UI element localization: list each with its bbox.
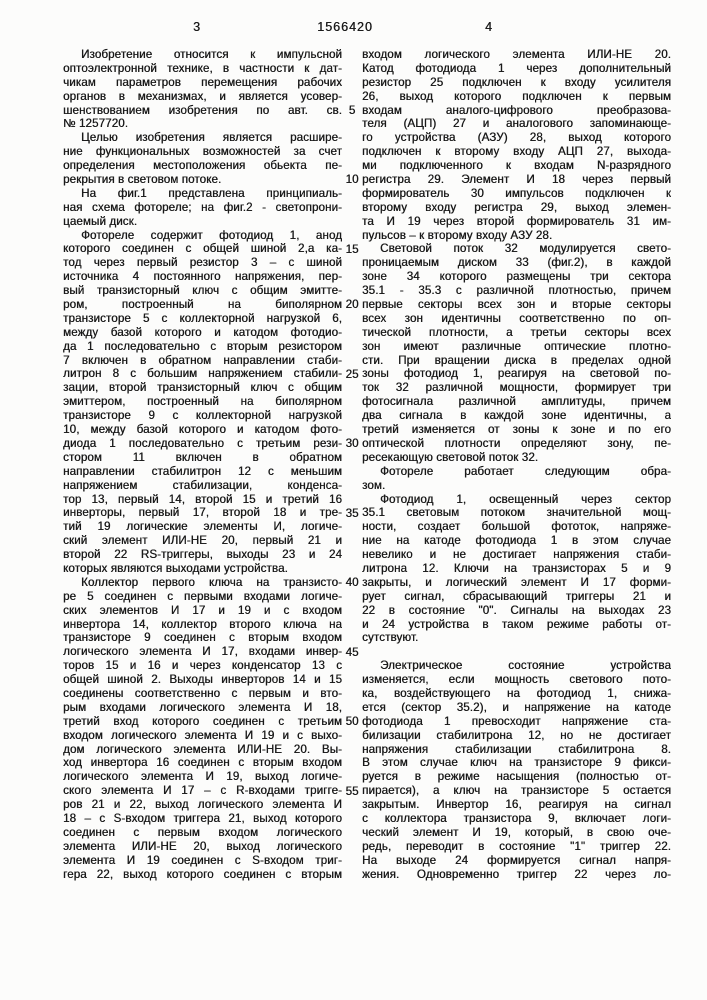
text-line: В этом случае ключ на транзисторе 9 фикси- [362, 756, 671, 770]
text-line: теля (АЦП) 27 и аналогового запоминающе- [362, 117, 671, 131]
text-line: пирается), а ключ на транзисторе 5 остается [362, 784, 671, 798]
text-line: редь, переводит в состояние "1" триггер 22. [362, 839, 671, 853]
text-line: сутствуют. [362, 631, 419, 645]
document-number: 1566420 [317, 20, 373, 34]
text-line: второму входу регистра 29, выход элемен- [362, 200, 671, 214]
text-line: зон имеют различные оптические плотно- [362, 339, 671, 353]
text-line: ная схема фотореле; на фиг.2 - светопрони- [63, 200, 342, 214]
text-line: рым входами логического элемента И 18, [63, 700, 342, 714]
text-line: На фиг.1 представлена принципиаль- [81, 186, 342, 200]
text-line: дом логического элемента ИЛИ-НЕ 20. Вы- [63, 742, 342, 756]
text-line: транзисторе 9 соединен с вторым входом [63, 631, 342, 645]
text-line: ре 5 соединен с первыми входами логиче- [63, 589, 342, 603]
text-line: торов 15 и 16 и через конденсатор 13 с [63, 659, 342, 673]
text-line: Целью изобретения является расшире- [81, 131, 342, 145]
text-line: третий изменяется от зоны к зоне и по его [362, 423, 671, 437]
text-line: ности, создает большой фототок, напряже- [362, 520, 671, 534]
text-line: ход инвертора 16 соединен с вторым входом [63, 756, 342, 770]
text-line: оптоэлектронной технике, в частности к дат- [63, 61, 342, 75]
line-number: 15 [345, 242, 359, 256]
text-line: 26, выход которого подключен к первым [362, 89, 671, 103]
text-line: литрона 12. Ключи на транзисторах 5 и 9 [362, 561, 671, 575]
text-line: два сигнала в каждой зоне идентичны, а [362, 409, 671, 423]
text-line: тической плотности, а третьи секторы всех [362, 325, 671, 339]
text-line: подключен к второму входу АЦП 27, выхода- [362, 145, 671, 159]
text-line: тод через первый резистор 3 – с шиной [63, 256, 342, 270]
text-line: проницаемым диском 33 (фиг.2), в каждой [362, 256, 671, 270]
text-line: чикам параметров перемещения рабочих [63, 75, 342, 89]
text-line: Изобретение относится к импульсной [81, 48, 342, 61]
line-number: 30 [345, 437, 359, 451]
text-line: да 1 последовательно с вторым резистором [63, 339, 342, 353]
text-line: билизации стабилитрона 12, но не достигает [362, 728, 671, 742]
text-line: 35.1 световым потоком значительной мощ- [362, 506, 671, 520]
text-line: фотосигнала различной амплитуды, причем [362, 395, 671, 409]
text-line: ского элемента И 17 – с R-входами тригге- [63, 784, 342, 798]
line-number: 55 [345, 784, 359, 798]
page-number-left: 3 [193, 20, 200, 34]
text-line: инвертора 14, коллектор второго ключа на [63, 617, 342, 631]
text-line: с коллектора транзистора 9, включает логи- [362, 811, 671, 825]
line-number: 10 [345, 173, 359, 187]
text-line: ров 21 и 22, выход логического элемента И [63, 798, 342, 812]
text-line: напряжением стабилизации, конденса- [63, 478, 342, 492]
line-number: 45 [345, 645, 359, 659]
text-line: которых являются выходами устройства. [63, 561, 288, 575]
text-line: ми подключенного к входам N-разрядного [362, 159, 671, 173]
text-line: та И 19 через второй формирователь 31 им- [362, 214, 671, 228]
text-line: ние функциональных возможностей за счет [63, 145, 342, 159]
text-line: 7 включен в обратном направлении стаби- [63, 353, 342, 367]
text-line: рует сигнал, сбрасывающий триггеры 21 и [362, 589, 671, 603]
text-line: эмиттером, построенный на биполярном [63, 395, 342, 409]
text-line: транзисторе 5 с коллекторной нагрузкой 6, [63, 311, 342, 325]
text-line: второй 22 RS-триггеры, выходы 23 и 24 [63, 548, 342, 562]
text-line: гера 22, выход которого соединен с вторым [63, 867, 342, 881]
text-line: источника 4 постоянного напряжения, пер- [63, 270, 342, 284]
text-line: руется в режиме насыщения (полностью от- [362, 770, 671, 784]
text-line: закрыты, и логический элемент И 17 форми- [362, 575, 671, 589]
line-number: 40 [345, 576, 359, 590]
text-line: соединены соответственно с первым и вто- [63, 686, 342, 700]
text-line: стором 11 включен в обратном [63, 450, 342, 464]
text-line: вый транзисторный ключ с общим эмитте- [63, 284, 342, 298]
line-number: 50 [345, 715, 359, 729]
text-line: 18 – с S-входом триггера 21, выход которого [63, 811, 342, 825]
text-line: Фотодиод 1, освещенный через сектор [380, 492, 671, 506]
text-line: инверторы, первый 17, второй 18 и тре- [63, 506, 342, 520]
text-line: ка, воздействующего на фотодиод 1, снижа- [362, 686, 671, 700]
text-line: шенствованием изобретения по авт. св. [63, 103, 342, 117]
text-line: зации, второй транзисторный ключ с общим [63, 381, 342, 395]
text-line: рекрытия в световом потоке. [63, 173, 222, 187]
text-line: органов в механизмах, и является усовер- [63, 89, 342, 103]
text-line: определения местоположения обьекта пе- [63, 159, 342, 173]
text-line: зоны фотодиод 1, реагируя на световой по- [362, 367, 671, 381]
line-number: 5 [348, 103, 356, 117]
text-line: транзисторе 9 с коллекторной нагрузкой [63, 409, 342, 423]
text-line: ресекающую световой поток 32. [362, 450, 539, 464]
line-number: 35 [345, 506, 359, 520]
text-line: зоне 34 которого размещены три сектора [362, 270, 671, 284]
text-line: входом логического элемента И 19 и с выхо- [63, 728, 342, 742]
text-line: невелико и не достигает напряжения стаби- [362, 548, 671, 562]
left-column [63, 48, 342, 881]
text-line: литрон 8 с большим напряжением стабили- [63, 367, 342, 381]
text-line: Электрическое состояние устройства [380, 659, 671, 673]
text-line: зом. [362, 478, 386, 492]
text-line [362, 645, 671, 659]
text-line: Коллектор первого ключа на транзисто- [81, 575, 342, 589]
text-line: первые секторы всех зон и вторые секторы [362, 298, 671, 312]
text-line: направлении стабилитрон 12 с меньшим [63, 464, 342, 478]
text-line: 22 в состояние "0". Сигналы на выходах 23 [362, 603, 671, 617]
text-line: элемента И 19 соединен с S-входом триг- [63, 853, 342, 867]
text-line: пульсов – к второму входу АЗУ 28. [362, 228, 553, 242]
text-line: ние на катоде фотодиода 1 в этом случае [362, 534, 671, 548]
text-line: оптической плотности определяют зону, пе- [362, 436, 671, 450]
text-line: ческий элемент И 19, который, в свою оче- [362, 825, 671, 839]
text-line: входам аналого-цифрового преобразова- [362, 103, 671, 117]
text-line: тий 19 логические элементы И, логиче- [63, 520, 342, 534]
text-line: которого соединен с общей шиной 2,а ка- [63, 242, 342, 256]
text-line: диода 1 последовательно с третьим рези- [63, 436, 342, 450]
text-line: ется (сектор 35.2), и напряжение на катоде [362, 700, 671, 714]
text-line: элемента ИЛИ-НЕ 20, выход логического [63, 839, 342, 853]
text-line: и 24 устройства в таком режиме работы от- [362, 617, 671, 631]
text-line: Катод фотодиода 1 через дополнительный [362, 61, 671, 75]
text-line: Фотореле содержит фотодиод 1, анод [81, 228, 342, 242]
text-line: входом логического элемента ИЛИ-НЕ 20. [362, 48, 671, 61]
text-line: напряжения стабилизации стабилитрона 8. [362, 742, 671, 756]
line-number-gutter [342, 48, 362, 881]
text-line: сти. При вращении диска в пределах одной [362, 353, 671, 367]
text-line: Световой поток 32 модулируется свето- [380, 242, 671, 256]
text-line: № 1257720. [63, 117, 129, 131]
text-line: резистор 25 подключен к входу усилителя [362, 75, 671, 89]
text-line: фотодиода 1 превосходит напряжение ста- [362, 714, 671, 728]
text-line: логического элемента И 17, входами инвер- [63, 645, 342, 659]
text-line: 10, между базой которого и катодом фото- [63, 423, 342, 437]
right-column [362, 48, 671, 881]
text-line: ский элемент ИЛИ-НЕ 20, первый 21 и [63, 534, 342, 548]
text-line: изменяется, если мощность светового пото- [362, 673, 671, 687]
text-line: 35.1 - 35.3 с различной плотностью, причем [362, 284, 671, 298]
line-number: 20 [345, 298, 359, 312]
text-line: регистра 29. Элемент И 18 через первый [362, 173, 671, 187]
text-line: соединен с первым входом логического [63, 825, 342, 839]
text-line: ром, построенный на биполярном [63, 298, 342, 312]
text-line: го устройства (АЗУ) 28, выход которого [362, 131, 671, 145]
text-line: ток 32 различной мощности, формирует три [362, 381, 671, 395]
text-line: цаемый диск. [63, 214, 138, 228]
text-line: жения. Одновременно триггер 22 через ло- [362, 867, 671, 881]
line-number: 25 [345, 367, 359, 381]
text-line: общей шиной 2. Выходы инверторов 14 и 15 [63, 673, 342, 687]
text-line: ских элементов И 17 и 19 и с входом [63, 603, 342, 617]
text-line: Фотореле работает следующим обра- [380, 464, 671, 478]
text-line: На выходе 24 формируется сигнал напря- [362, 853, 671, 867]
text-line: тор 13, первый 14, второй 15 и третий 16 [63, 492, 342, 506]
text-line: всех зон идентичны соответственно по оп- [362, 311, 671, 325]
text-line: закрытым. Инвертор 16, реагируя на сигнал [362, 798, 671, 812]
page-number-right: 4 [485, 20, 492, 34]
text-body [63, 48, 671, 881]
text-line: формирователь 30 импульсов подключен к [362, 186, 671, 200]
text-line: логического элемента И 19, выход логиче- [63, 770, 342, 784]
text-line: между базой которого и катодом фотодио- [63, 325, 342, 339]
text-line: третий вход которого соединен с третьим [63, 714, 342, 728]
